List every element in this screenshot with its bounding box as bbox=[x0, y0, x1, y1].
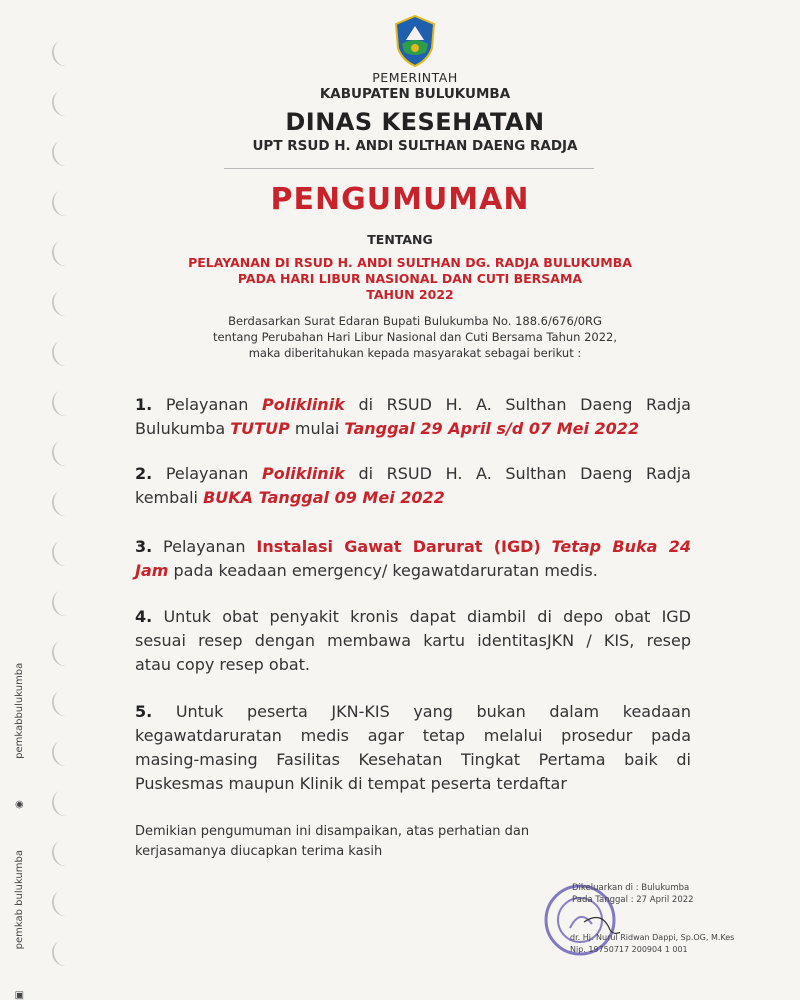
subject-line: TAHUN 2022 bbox=[366, 287, 454, 302]
issue-date: Pada Tanggal : 27 April 2022 bbox=[572, 895, 694, 905]
highlight: Jam bbox=[135, 561, 169, 580]
signer-nip: Nip. 19750717 200904 1 001 bbox=[570, 945, 688, 954]
item-line: masing-masing Fasilitas Kesehatan Tingkat Pertama baik di bbox=[135, 750, 691, 769]
social-handles bbox=[14, 625, 25, 1000]
subject-line: PADA HARI LIBUR NASIONAL DAN CUTI BERSAMA bbox=[237, 271, 583, 286]
department-title: DINAS KESEHATAN bbox=[285, 108, 545, 136]
notice-item-5 bbox=[135, 700, 691, 796]
closing-line: kerjasamanya diucapkan terima kasih bbox=[135, 844, 383, 859]
item-line: 5. Untuk peserta JKN-KIS yang bukan dalam keadaan bbox=[135, 702, 691, 721]
intro-paragraph bbox=[150, 313, 680, 361]
instagram-handle: pemkabbulukumba bbox=[14, 662, 25, 759]
about-label: TENTANG bbox=[367, 232, 433, 247]
item-line: Puskesmas maupun Klinik di tempat peserta terdaftar bbox=[135, 774, 567, 793]
notice-item-4 bbox=[135, 605, 691, 677]
announcement-title: PENGUMUMAN bbox=[270, 182, 530, 217]
signature-block bbox=[570, 932, 734, 956]
item-line: Bulukumba TUTUP mulai Tanggal 29 April s/d 07 Mei 2022 bbox=[135, 419, 640, 438]
header-divider bbox=[224, 168, 594, 169]
item-line: kembali BUKA Tanggal 09 Mei 2022 bbox=[135, 488, 445, 507]
government-line: PEMERINTAH bbox=[372, 70, 458, 85]
notice-item-2 bbox=[135, 462, 691, 510]
highlight: BUKA Tanggal 09 Mei 2022 bbox=[203, 488, 445, 507]
item-line: kegawatdaruratan medis agar tetap melalui prosedur pada bbox=[135, 726, 691, 745]
hospital-unit: UPT RSUD H. ANDI SULTHAN DAENG RADJA bbox=[252, 138, 578, 154]
closing-line: Demikian pengumuman ini disampaikan, atas perhatian dan bbox=[135, 824, 530, 839]
facebook-handle: pemkab bulukumba bbox=[14, 850, 25, 950]
regency-emblem-icon bbox=[392, 14, 438, 68]
highlight: Poliklinik bbox=[262, 464, 345, 483]
item-line: Jam pada keadaan emergency/ kegawatdaruratan medis. bbox=[135, 561, 598, 580]
issue-place: Dikeluarkan di : Bulukumba bbox=[572, 883, 690, 893]
highlight: Tanggal 29 April s/d 07 Mei 2022 bbox=[344, 419, 640, 438]
highlight: TUTUP bbox=[230, 419, 290, 438]
notice-item-1 bbox=[135, 393, 691, 441]
item-line: 2. Pelayanan Poliklinik di RSUD H. A. Sulthan Daeng Radja bbox=[135, 464, 691, 483]
highlight: Tetap Buka 24 bbox=[551, 537, 691, 556]
notice-item-3 bbox=[135, 535, 691, 583]
item-line: 3. Pelayanan Instalasi Gawat Darurat (IGD) Tetap Buka 24 bbox=[135, 537, 691, 556]
highlight: Poliklinik bbox=[262, 395, 345, 414]
item-line: 1. Pelayanan Poliklinik di RSUD H. A. Sulthan Daeng Radja bbox=[135, 395, 691, 414]
item-line: 4. Untuk obat penyakit kronis dapat diambil di depo obat IGD bbox=[135, 607, 692, 626]
intro-line: maka diberitahukan kepada masyarakat sebagai berikut : bbox=[248, 346, 582, 360]
highlight: Instalasi Gawat Darurat (IGD) bbox=[256, 537, 541, 556]
regency-line: KABUPATEN BULUKUMBA bbox=[319, 86, 511, 102]
subject-line: PELAYANAN DI RSUD H. ANDI SULTHAN DG. RADJA BULUKUMBA bbox=[188, 255, 632, 270]
binder-holes bbox=[52, 40, 92, 1000]
intro-line: Berdasarkan Surat Edaran Bupati Bulukumba No. 188.6/676/0RG bbox=[228, 314, 602, 328]
facebook-icon: ▣ bbox=[14, 990, 25, 1000]
item-line: atau copy resep obat. bbox=[135, 655, 311, 674]
announcement-subject bbox=[150, 255, 670, 303]
issuance-info bbox=[572, 882, 694, 906]
item-line: sesuai resep dengan membawa kartu identitasJKN / KIS, resep bbox=[135, 631, 691, 650]
instagram-icon: ◉ bbox=[14, 800, 25, 809]
closing-paragraph bbox=[135, 822, 605, 862]
intro-line: tentang Perubahan Hari Libur Nasional dan Cuti Bersama Tahun 2022, bbox=[212, 330, 618, 344]
signer-name: dr. Hj. Nurul Ridwan Dappi, Sp.OG, M.Kes bbox=[570, 933, 735, 942]
